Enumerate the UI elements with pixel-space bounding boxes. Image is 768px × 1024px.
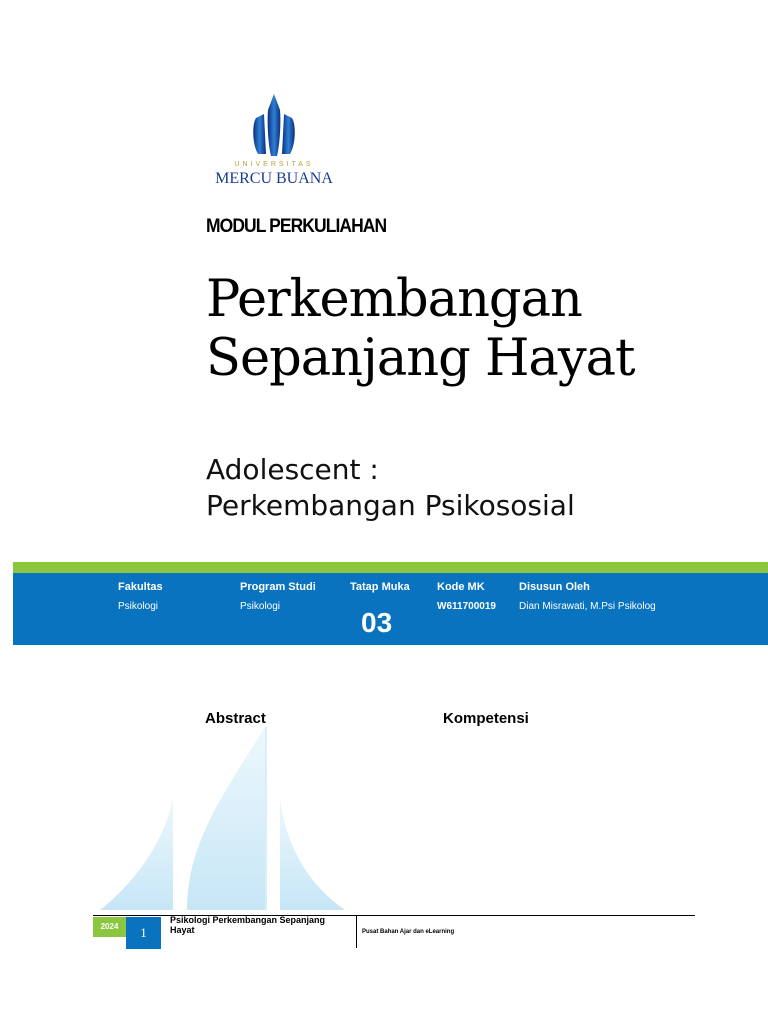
abstract-heading: Abstract [205,710,266,727]
program-studi-value: Psikologi [240,601,281,612]
program-studi-label: Program Studi [240,581,316,593]
module-label: MODUL PERKULIAHAN [206,216,387,237]
fakultas-label: Fakultas [118,581,163,593]
document-subtitle [206,452,575,524]
footer-year: 2024 [93,917,126,937]
mercu-buana-logo-icon [246,92,302,160]
kode-mk-label: Kode MK [437,581,485,593]
logo-subtext: UNIVERSITAS [234,161,314,168]
footer-page-number: 1 [126,917,161,949]
accent-bar [13,562,768,573]
footer-organization: Pusat Bahan Ajar dan eLearning [362,929,455,935]
kode-mk-value: W611700019 [437,601,496,612]
footer-separator [356,915,357,948]
tatap-muka-label: Tatap Muka [350,581,410,593]
logo-name: MERCU BUANA [215,170,333,187]
university-logo [206,88,342,196]
footer-course-line-1: Psikologi Perkembangan Sepanjang [170,915,326,925]
course-info-band [13,573,768,645]
subtitle-line-1: Adolescent : [206,453,379,486]
watermark-building-icon [95,722,385,912]
fakultas-value: Psikologi [118,601,159,612]
disusun-oleh-value: Dian Misrawati, M.Psi Psikolog [519,601,656,612]
document-title [206,270,635,388]
title-line-1: Perkembangan [206,270,582,329]
footer-course-line-2: Hayat [170,925,195,935]
footer-course-name [170,915,350,935]
tatap-muka-value: 03 [361,607,393,638]
title-line-2: Sepanjang Hayat [206,329,635,388]
disusun-oleh-label: Disusun Oleh [519,581,590,593]
subtitle-line-2: Perkembangan Psikososial [206,489,575,522]
kompetensi-heading: Kompetensi [443,710,529,727]
